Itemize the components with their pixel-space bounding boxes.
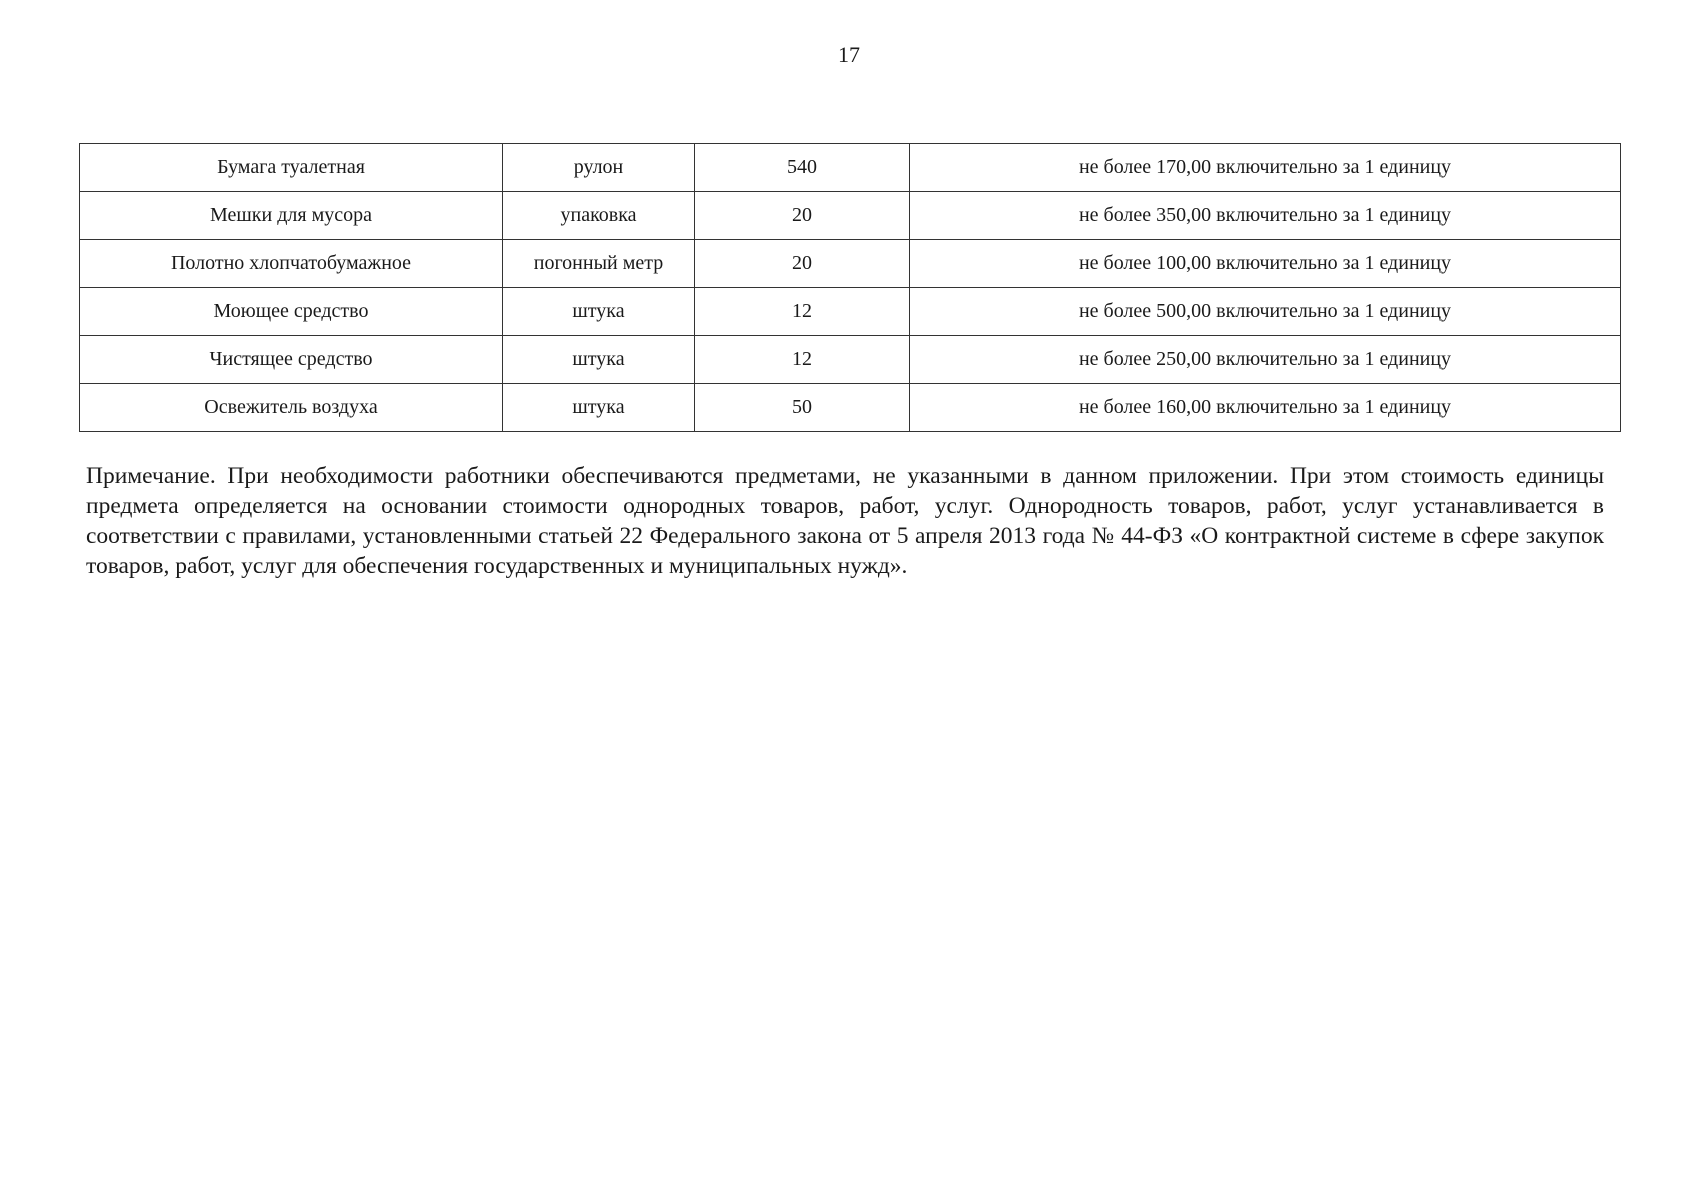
item-quantity-cell: 20 <box>695 192 910 240</box>
item-price-cell: не более 100,00 включительно за 1 единицу <box>910 240 1621 288</box>
item-price-cell: не более 160,00 включительно за 1 единицу <box>910 384 1621 432</box>
item-quantity-cell: 20 <box>695 240 910 288</box>
table-row <box>80 192 1621 240</box>
table-row <box>80 336 1621 384</box>
item-unit-cell: рулон <box>503 144 695 192</box>
table-row <box>80 144 1621 192</box>
item-name-cell: Чистящее средство <box>80 336 503 384</box>
item-unit-cell: штука <box>503 336 695 384</box>
item-price-cell: не более 250,00 включительно за 1 единицу <box>910 336 1621 384</box>
item-quantity-cell: 12 <box>695 288 910 336</box>
table-row <box>80 288 1621 336</box>
item-name-cell: Освежитель воздуха <box>80 384 503 432</box>
item-unit-cell: штука <box>503 288 695 336</box>
item-quantity-cell: 50 <box>695 384 910 432</box>
page-number: 17 <box>838 42 860 67</box>
item-name-cell: Бумага туалетная <box>80 144 503 192</box>
table-row <box>80 384 1621 432</box>
items-table <box>79 143 1621 432</box>
item-unit-cell: штука <box>503 384 695 432</box>
item-price-cell: не более 350,00 включительно за 1 единицу <box>910 192 1621 240</box>
item-name-cell: Мешки для мусора <box>80 192 503 240</box>
item-price-cell: не более 170,00 включительно за 1 единицу <box>910 144 1621 192</box>
item-price-cell: не более 500,00 включительно за 1 единицу <box>910 288 1621 336</box>
note-paragraph: Примечание. При необходимости работники обеспечиваются предметами, не указанными в данном приложении. При этом стоимость единицы предмета определяется на основании стоимости однородных товаров, работ, услуг. Однородность товаров, работ, услуг устанавливается в соответствии с правилами, установленными статьей 22 Федерального закона от 5 апреля 2013 года № 44-ФЗ «О контрактной системе в сфере закупок товаров, работ, услуг для обеспечения государственных и муниципальных нужд». <box>86 463 1604 579</box>
item-quantity-cell: 12 <box>695 336 910 384</box>
item-quantity-cell: 540 <box>695 144 910 192</box>
table-row <box>80 240 1621 288</box>
item-unit-cell: упаковка <box>503 192 695 240</box>
item-name-cell: Моющее средство <box>80 288 503 336</box>
item-name-cell: Полотно хлопчатобумажное <box>80 240 503 288</box>
item-unit-cell: погонный метр <box>503 240 695 288</box>
